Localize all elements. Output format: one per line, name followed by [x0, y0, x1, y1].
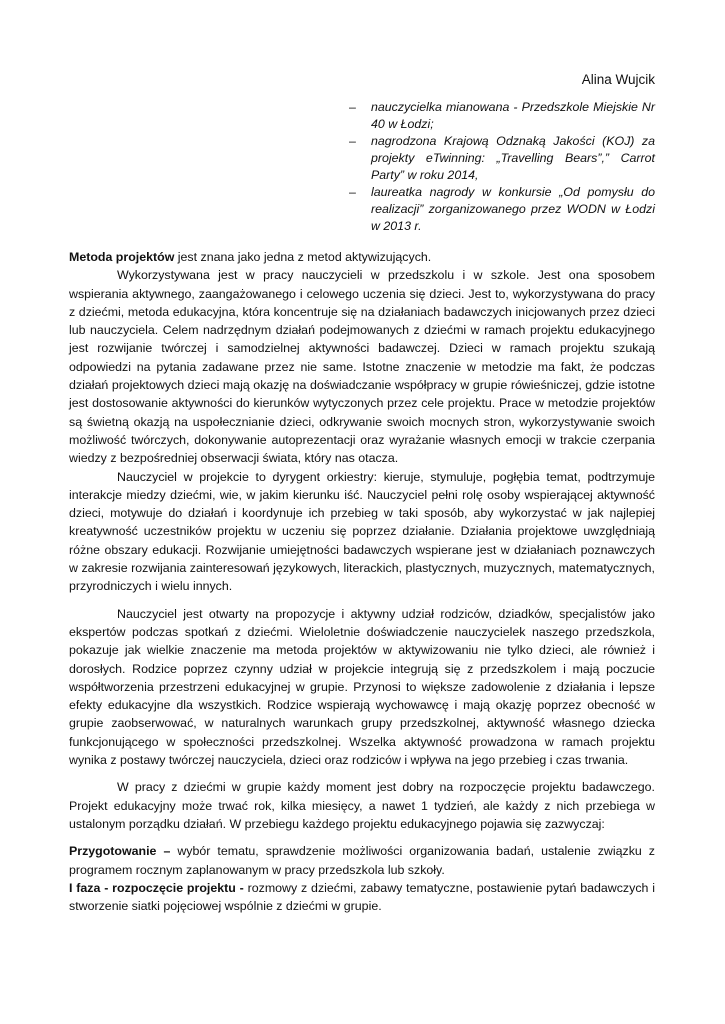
body-paragraph: Nauczyciel jest otwarty na propozycje i aktywny udział rodziców, dziadków, specjalistów jako ekspertów podczas spotkań z dziećmi. Wieloletnie doświadczenie nauczycielek naszego przedszkola, pokazuje jak wielkie znaczenie ma metoda projektów w aktywizowaniu nie tylko dzieci, ale również i dorosłych. Rodzice poprzez czynny udział w projekcie integrują się z przedszkolem i mają poczucie współtworzenia przestrzeni edukacyjnej w grupie. Przynosi to większe zadowolenie z działania i lepsze efekty edukacyjne dla wszystkich. Rodzice wspierają wychowawcę i mają okazję poprzez obecność w grupie zaobserwować, w naturalnych warunkach grupy przedszkolnej, aktywność własnego dziecka funkcjonującego w społeczności przedszkolnej. Wszelka aktywność prowadzona w ramach projektu wynika z postawy twórczej nauczyciela, dzieci oraz rodziców i wpływa na jego przebieg i czas trwania. [69, 606, 655, 768]
intro-text: jest znana jako jedna z metod aktywizujących. [174, 250, 432, 264]
author-credentials [345, 99, 655, 235]
credential-item: – nauczycielka mianowana - Przedszkole Miejskie Nr 40 w Łodzi; [345, 99, 655, 133]
article-body [69, 248, 655, 915]
phase-title: Przygotowanie – [69, 844, 171, 859]
body-paragraph: Wykorzystywana jest w pracy nauczycieli w przedszkolu i w szkole. Jest ona sposobem wspierania aktywnego, zaangażowanego i celowego uczenia się dzieci. Jest to, wykorzystywana do pracy z dziećmi, metoda edukacyjna, która koncentruje się na działaniach badawczych inicjowanych przez dzieci lub nauczyciela. Celem nadrzędnym działań podejmowanych z dziećmi w ramach projektu edukacyjnego jest rozwijanie twórczej i samodzielnej aktywności badawczej. Dzieci w ramach projektu szukają odpowiedzi na pytania zadawane przez nie same. Istotne znaczenie w metodzie ma fakt, że podczas działań projektowych dzieci mają okazję na doświadczanie współpracy w grupie rówieśniczej, gdzie istotne jest dostosowanie aktywności do kierunków wytyczonych przez cele projektu. Prace w metodzie projektów są świetną okazją na uspołecznianie dzieci, odkrywanie swoich mocnych stron, wykorzystywanie swoich możliwość twórczych, dokonywanie autoprezentacji oraz wyrażanie własnych emocji w trakcie czerpania wiedzy z bezpośredniej obserwacji świata, który nas otacza. [69, 268, 655, 466]
body-paragraph: Nauczyciel w projekcie to dyrygent orkiestry: kieruje, stymuluje, pogłębia temat, podtrzymuje interakcje miedzy dziećmi, wie, w jakim kierunku iść. Nauczyciel pełni rolę osoby wspierającej aktywność dzieci, motywuje do działań i koordynuje ich przebieg w taki sposób, aby wykorzystać w jak najlepiej kreatywność uczestników projektu w uczeniu się poprzez działanie. Działania projektowe uwzględniają różne obszary edukacji. Rozwijanie umiejętności badawczych wspierane jest w działaniach poznawczych w zakresie rozwijania zainteresowań językowych, literackich, plastycznych, muzycznych, matematycznych, przyrodniczych i wielu innych. [69, 469, 655, 594]
phase-text: rozmowy z dziećmi, zabawy tematyczne, postawienie pytań badawczych i stworzenie siatki pojęciowej wspólnie z dziećmi w grupie. [69, 880, 655, 914]
credential-item: – laureatka nagrody w konkursie „Od pomysłu do realizacji” zorganizowanego przez WODN w Łodzi w 2013 r. [345, 184, 655, 235]
credential-item: – nagrodzona Krajową Odznaką Jakości (KOJ) za projekty eTwinning: „Travelling Bears”,” Carrot Party” w roku 2014, [345, 133, 655, 184]
phase-text: wybór tematu, sprawdzenie możliwości organizowania badań, ustalenie związku z programem rocznym zaplanowanym w pracy przedszkola lub szkoły. [69, 844, 655, 877]
intro-paragraph [69, 248, 655, 266]
phase-paragraph [69, 842, 655, 879]
body-paragraph: W pracy z dziećmi w grupie każdy moment jest dobry na rozpoczęcie projektu badawczego. Projekt edukacyjny może trwać rok, kilka miesięcy, a nawet 1 tydzień, ale każdy z nich przebiega w ustalonym porządku działań. W przebiegu każdego projektu edukacyjnego pojawia się zazwyczaj: [69, 780, 655, 831]
phase-title: I faza - rozpoczęcie projektu - [69, 880, 244, 895]
intro-term: Metoda projektów [69, 250, 175, 264]
author-name: Alina Wujcik [581, 72, 655, 87]
phase-paragraph [69, 879, 655, 916]
